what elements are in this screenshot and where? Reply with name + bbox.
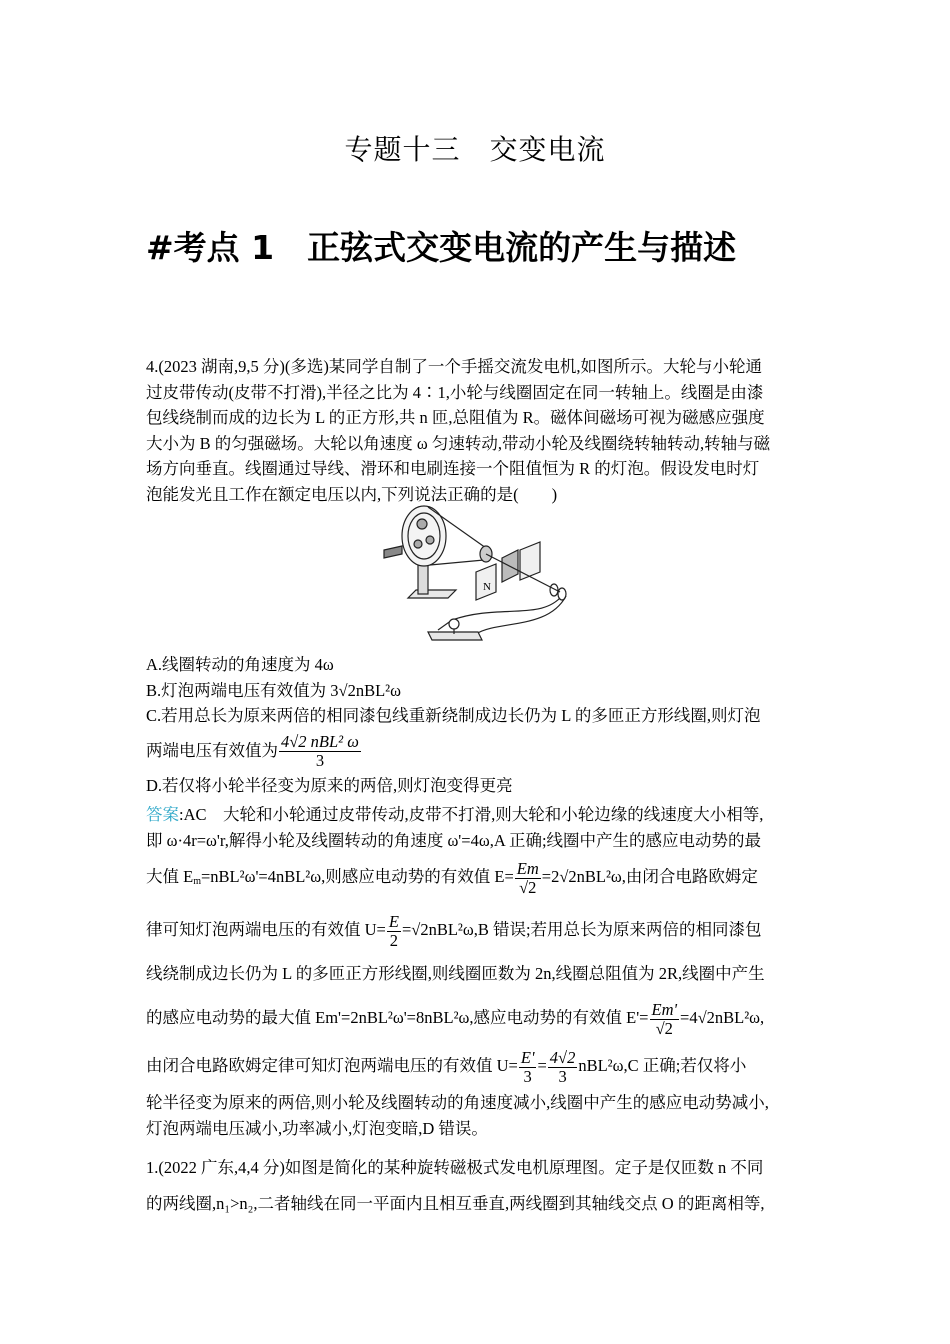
fraction-denominator: 3	[523, 1066, 532, 1086]
text-line: 场方向垂直。线圈通过导线、滑环和电刷连接一个阻值恒为 R 的灯泡。假设发电时灯	[146, 459, 760, 478]
text-line: 过皮带传动(皮带不打滑),半径之比为 4∶1,小轮与线圈固定在同一转轴上。线圈是由漆	[146, 382, 764, 402]
text-line: 4.(2023 湖南,9,5 分)(多选)某同学自制了一个手摇交流发电机,如图所示。大轮与小轮通	[146, 357, 762, 376]
fraction-numerator: 4√2	[549, 1047, 576, 1067]
answer-text: 律可知灯泡两端电压的有效值 U=	[146, 920, 386, 939]
sqrt-symbol: √	[338, 680, 348, 700]
option-d: D.若仅将小轮半径变为原来的两倍,则灯泡变得更亮	[146, 775, 513, 795]
fraction-numerator: Em	[516, 858, 539, 878]
answer-line: 轮半径变为原来的两倍,则小轮及线圈转动的角速度减小,线圈中产生的感应电动势减小,	[146, 1093, 769, 1112]
answer-line	[146, 906, 812, 954]
question-1-stem	[146, 1150, 812, 1222]
answer-block	[146, 802, 812, 1141]
option-c-text: 两端电压有效值为	[146, 740, 278, 760]
text-line: 包线绕制而成的边长为 L 的正方形,共 n 匝,总阻值为 R。磁体间磁场可视为磁感应强度	[146, 408, 765, 427]
fraction-numerator: E'	[520, 1047, 535, 1067]
answer-text: =4√2nBL²ω,	[680, 1008, 765, 1027]
chapter-title: 专题十三 交变电流	[344, 135, 606, 166]
option-b-text: B.灯泡两端电压有效值为 3	[146, 680, 339, 700]
answer-line: 灯泡两端电压减小,功率减小,灯泡变暗,D 错误。	[146, 1118, 488, 1138]
magnet-pole-label: N	[483, 581, 491, 593]
answer-text: =2√2nBL²ω,由闭合电路欧姆定	[541, 867, 758, 886]
text-line: 泡能发光且工作在额定电压以内,下列说法正确的是( )	[146, 484, 558, 504]
answer-text: nBL²ω,C 正确;若仅将小	[578, 1056, 747, 1075]
fraction-numerator: 4√2 nBL² ω	[281, 732, 359, 752]
question-4-stem	[146, 354, 812, 507]
answer-line	[146, 994, 812, 1042]
answer-line: 即 ω·4r=ω'r,解得小轮及线圈转动的角速度 ω'=4ω,A 正确;线圈中产生的感应电动势的最	[146, 830, 762, 850]
question-4-options	[146, 652, 812, 798]
fraction	[519, 1049, 537, 1086]
fraction	[650, 1001, 680, 1038]
answer-text: 大值 E	[146, 867, 194, 886]
fraction-denominator: √2	[655, 1018, 673, 1038]
fraction-numerator: E	[388, 911, 399, 931]
text-line: 大小为 B 的匀强磁场。大轮以角速度 ω 匀速转动,带动小轮及线圈绕转轴转动,转轴与磁	[146, 433, 771, 453]
section-title: #考点 1 正弦式交变电流的产生与描述	[146, 228, 737, 267]
fraction	[279, 733, 361, 770]
fraction-denominator: √2	[519, 877, 537, 897]
generator-figure	[378, 500, 574, 646]
option-b	[146, 678, 812, 704]
fraction	[548, 1049, 578, 1086]
option-c-line2	[146, 729, 812, 773]
subscript: m	[193, 876, 201, 887]
answer-text: =√2nBL²ω,B 错误;若用总长为原来两倍的相同漆包	[401, 920, 762, 939]
answer-line	[146, 802, 812, 828]
answer-line: 由闭合电路欧姆定律可知灯泡两端电压的有效值 U= $\frac{E'}{3}$ = $\frac{4√2}{3}$ nBL²ω,C 正确;若仅将小	[146, 1047, 747, 1086]
fraction-denominator: 2	[389, 930, 399, 950]
fraction-numerator: Em'	[651, 999, 678, 1019]
fraction	[387, 913, 401, 950]
answer-label: 答案	[146, 805, 179, 824]
fraction-denominator: 3	[315, 751, 325, 771]
text-line: 的两线圈,n₁>n₂,二者轴线在同一平面内且相互垂直,两线圈到其轴线交点 O 的距离相等,	[146, 1194, 765, 1213]
answer-text: :AC 大轮和小轮通过皮带传动,皮带不打滑,则大轮和小轮边缘的线速度大小相等,	[179, 805, 764, 824]
text-line: 1.(2022 广东,4,4 分)如图是简化的某种旋转磁极式发电机原理图。定子是仅匝数 n 不同	[146, 1158, 764, 1177]
answer-text: 由闭合电路欧姆定律可知灯泡两端电压的有效值 U=	[146, 1056, 518, 1075]
answer-line: 线绕制成边长仍为 L 的多匝正方形线圈,则线圈匝数为 2n,线圈总阻值为 2R,线圈中产生	[146, 964, 765, 983]
option-b-text-tail: 2nBL²ω	[347, 680, 401, 700]
fraction-denominator: 3	[558, 1066, 567, 1086]
answer-line	[146, 853, 812, 906]
answer-text: =nBL²ω'=4nBL²ω,则感应电动势的有效值 E=	[201, 867, 514, 886]
option-a: A.线圈转动的角速度为 4ω	[146, 655, 334, 674]
answer-text: 的感应电动势的最大值 Em'=2nBL²ω'=8nBL²ω,感应电动势的有效值 E'=	[146, 1008, 649, 1027]
option-c-line1: C.若用总长为原来两倍的相同漆包线重新绕制成边长仍为 L 的多匝正方形线圈,则灯泡	[146, 706, 761, 725]
fraction	[515, 860, 541, 897]
